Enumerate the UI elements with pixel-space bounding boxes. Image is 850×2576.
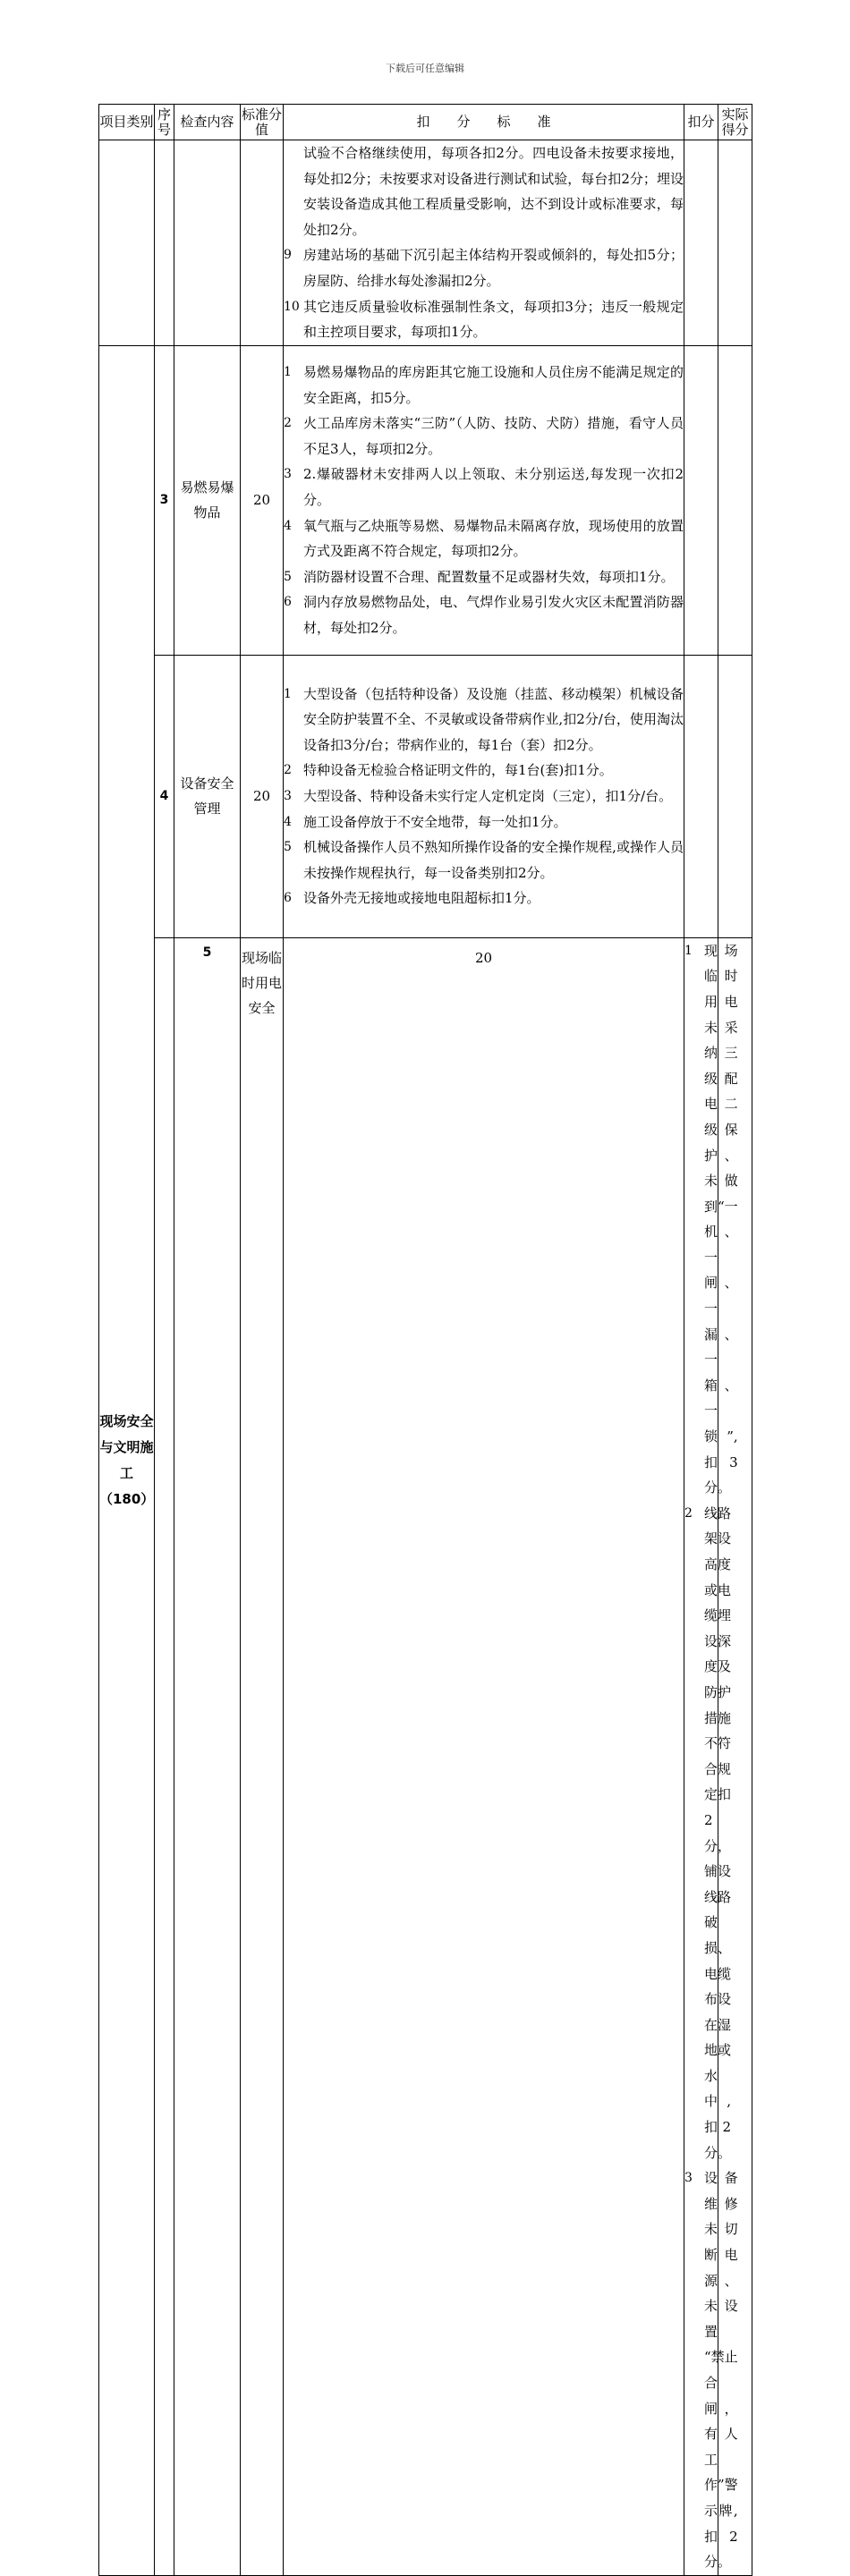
item-text: 现场临时用电未采纳三级配电二级保护、未做到“一机、一闸、一漏、一箱、一锁”,扣3分。 bbox=[704, 942, 738, 1496]
criteria-item bbox=[284, 589, 684, 640]
cell-actual bbox=[718, 345, 752, 655]
section-seq: 4 bbox=[155, 655, 174, 937]
item-text: 大型设备（包括特种设备）及设施（挂蓝、移动模架）机械设备安全防护装置不全、不灵敏或设备带病作业,扣2分/台，使用淘汰设备扣3分/台；带病作业的，每1台（套）扣2分。 bbox=[303, 685, 684, 753]
item-number: 5 bbox=[284, 569, 292, 584]
section-score: 20 bbox=[241, 345, 284, 655]
item-text: 设备维修未切断电源、未设置 “禁止合闸，有人工作”警示牌,扣2分。 bbox=[704, 2170, 738, 2571]
item-text: 2.爆破器材未安排两人以上领取、未分别运送,每发现一次扣2分。 bbox=[303, 466, 684, 508]
header-content: 检查内容 bbox=[174, 105, 241, 140]
criteria-item bbox=[284, 758, 684, 784]
cell-actual bbox=[718, 140, 752, 346]
criteria-item bbox=[284, 140, 684, 242]
criteria-item bbox=[284, 835, 684, 886]
item-number: 4 bbox=[284, 814, 292, 829]
item-number: 3 bbox=[284, 467, 292, 482]
section-name: 现场临时用电安全 bbox=[241, 937, 284, 2575]
item-number: 6 bbox=[284, 595, 292, 610]
item-text: 火工品库房未落实“三防”（人防、技防、犬防）措施，看守人员不足3人，每项扣2分。 bbox=[303, 415, 684, 457]
item-text: 氧气瓶与乙炔瓶等易燃、易爆物品未隔离存放，现场使用的放置方式及距离不符合规定，每项扣2分。 bbox=[303, 517, 684, 560]
item-number: 5 bbox=[284, 840, 292, 855]
criteria-item bbox=[284, 462, 684, 513]
criteria-item bbox=[284, 809, 684, 835]
header-row bbox=[99, 105, 752, 140]
section-seq: 3 bbox=[155, 345, 174, 655]
item-number: 1 bbox=[284, 686, 292, 701]
item-text: 设备外壳无接地或接地电阻超标扣1分。 bbox=[303, 890, 540, 907]
cell-seq-empty bbox=[155, 140, 174, 346]
criteria-item bbox=[284, 360, 684, 411]
cell-deduct bbox=[684, 655, 718, 937]
page-header-note: 下载后可任意编辑 bbox=[386, 63, 464, 74]
item-number: 9 bbox=[284, 248, 292, 263]
criteria-item bbox=[284, 513, 684, 564]
item-number: 2 bbox=[284, 763, 292, 778]
header-seq: 序号 bbox=[155, 105, 174, 140]
category-label: 现场安全与文明施工（180） bbox=[99, 345, 155, 2575]
item-number: 1 bbox=[284, 364, 292, 379]
criteria-item bbox=[684, 2165, 738, 2575]
cell-actual bbox=[718, 655, 752, 937]
section-name: 设备安全管理 bbox=[174, 655, 241, 937]
header-category: 项目类别 bbox=[99, 105, 155, 140]
section-seq: 5 bbox=[174, 937, 241, 2575]
item-number: 2 bbox=[684, 1505, 693, 1521]
item-text: 洞内存放易燃物品处，电、气焊作业易引发火灾区未配置消防器材，每处扣2分。 bbox=[303, 594, 684, 636]
table-row-section-3 bbox=[99, 345, 752, 655]
item-number: 3 bbox=[684, 2171, 693, 2186]
cell-criteria bbox=[284, 140, 684, 346]
cell-score-empty bbox=[241, 140, 284, 346]
section-score: 20 bbox=[241, 655, 284, 937]
item-number bbox=[284, 140, 303, 242]
table-row-section-5 bbox=[99, 937, 752, 2575]
cell-content-empty bbox=[174, 140, 241, 346]
item-number: 1 bbox=[684, 943, 693, 958]
table-row-section-4 bbox=[99, 655, 752, 937]
item-text: 房建站场的基础下沉引起主体结构开裂或倾斜的，每处扣5分；房屋防、给排水每处渗漏扣2分。 bbox=[303, 247, 684, 289]
header-standard-score: 标准分值 bbox=[241, 105, 284, 140]
item-number: 2 bbox=[284, 416, 292, 431]
item-text: 试验不合格继续使用，每项各扣2分。四电设备未按要求接地，每处扣2分；未按要求对设备进行测试和试验，每台扣2分；埋设安装设备造成其他工程质量受影响，达不到设计或标准要求，每处扣2分。 bbox=[303, 145, 684, 238]
item-text: 易燃易爆物品的库房距其它施工设施和人员住房不能满足规定的安全距离，扣5分。 bbox=[303, 363, 684, 406]
table-row-continuation bbox=[99, 140, 752, 346]
header-actual: 实际得分 bbox=[718, 105, 752, 140]
criteria-item bbox=[284, 294, 684, 345]
section-name: 易燃易爆物品 bbox=[174, 345, 241, 655]
item-text: 施工设备停放于不安全地带，每一处扣1分。 bbox=[303, 813, 567, 830]
item-text: 特种设备无检验合格证明文件的，每1台(套)扣1分。 bbox=[303, 762, 613, 779]
header-deduct: 扣分 bbox=[684, 105, 718, 140]
cell-category-empty bbox=[155, 937, 174, 2575]
item-number: 4 bbox=[284, 518, 292, 533]
item-text: 机械设备操作人员不熟知所操作设备的安全操作规程,或操作人员未按操作规程执行，每一设备类别扣2分。 bbox=[303, 839, 684, 881]
cell-criteria bbox=[284, 345, 684, 655]
criteria-item bbox=[284, 411, 684, 462]
item-text: 大型设备、特种设备未实行定人定机定岗（三定），扣1分/台。 bbox=[303, 787, 673, 804]
cell-category-empty bbox=[99, 140, 155, 346]
item-text: 线路架设高度或电缆埋设深度及防护措施不符合规定扣2分，铺设线路破损、电缆布设在湿地或水中,扣2分。 bbox=[704, 1504, 732, 2161]
cell-deduct bbox=[684, 140, 718, 346]
criteria-item bbox=[284, 242, 684, 293]
header-criteria: 扣 分 标 准 bbox=[284, 105, 684, 140]
criteria-item bbox=[284, 784, 684, 809]
item-number: 3 bbox=[284, 788, 292, 803]
criteria-item bbox=[284, 886, 684, 911]
criteria-item bbox=[284, 564, 684, 590]
inspection-table bbox=[98, 104, 752, 2576]
cell-criteria bbox=[284, 655, 684, 937]
section-score: 20 bbox=[284, 937, 684, 2575]
criteria-item bbox=[284, 682, 684, 758]
item-text: 其它违反质量验收标准强制性条文，每项扣3分；违反一般规定和主控项目要求，每项扣1分。 bbox=[303, 298, 684, 341]
item-number: 10 bbox=[284, 299, 300, 314]
criteria-item bbox=[684, 938, 738, 1501]
item-number: 6 bbox=[284, 891, 292, 906]
cell-deduct bbox=[684, 345, 718, 655]
cell-criteria bbox=[684, 937, 738, 2575]
criteria-item bbox=[684, 1501, 732, 2165]
item-text: 消防器材设置不合理、配置数量不足或器材失效，每项扣1分。 bbox=[303, 568, 675, 585]
